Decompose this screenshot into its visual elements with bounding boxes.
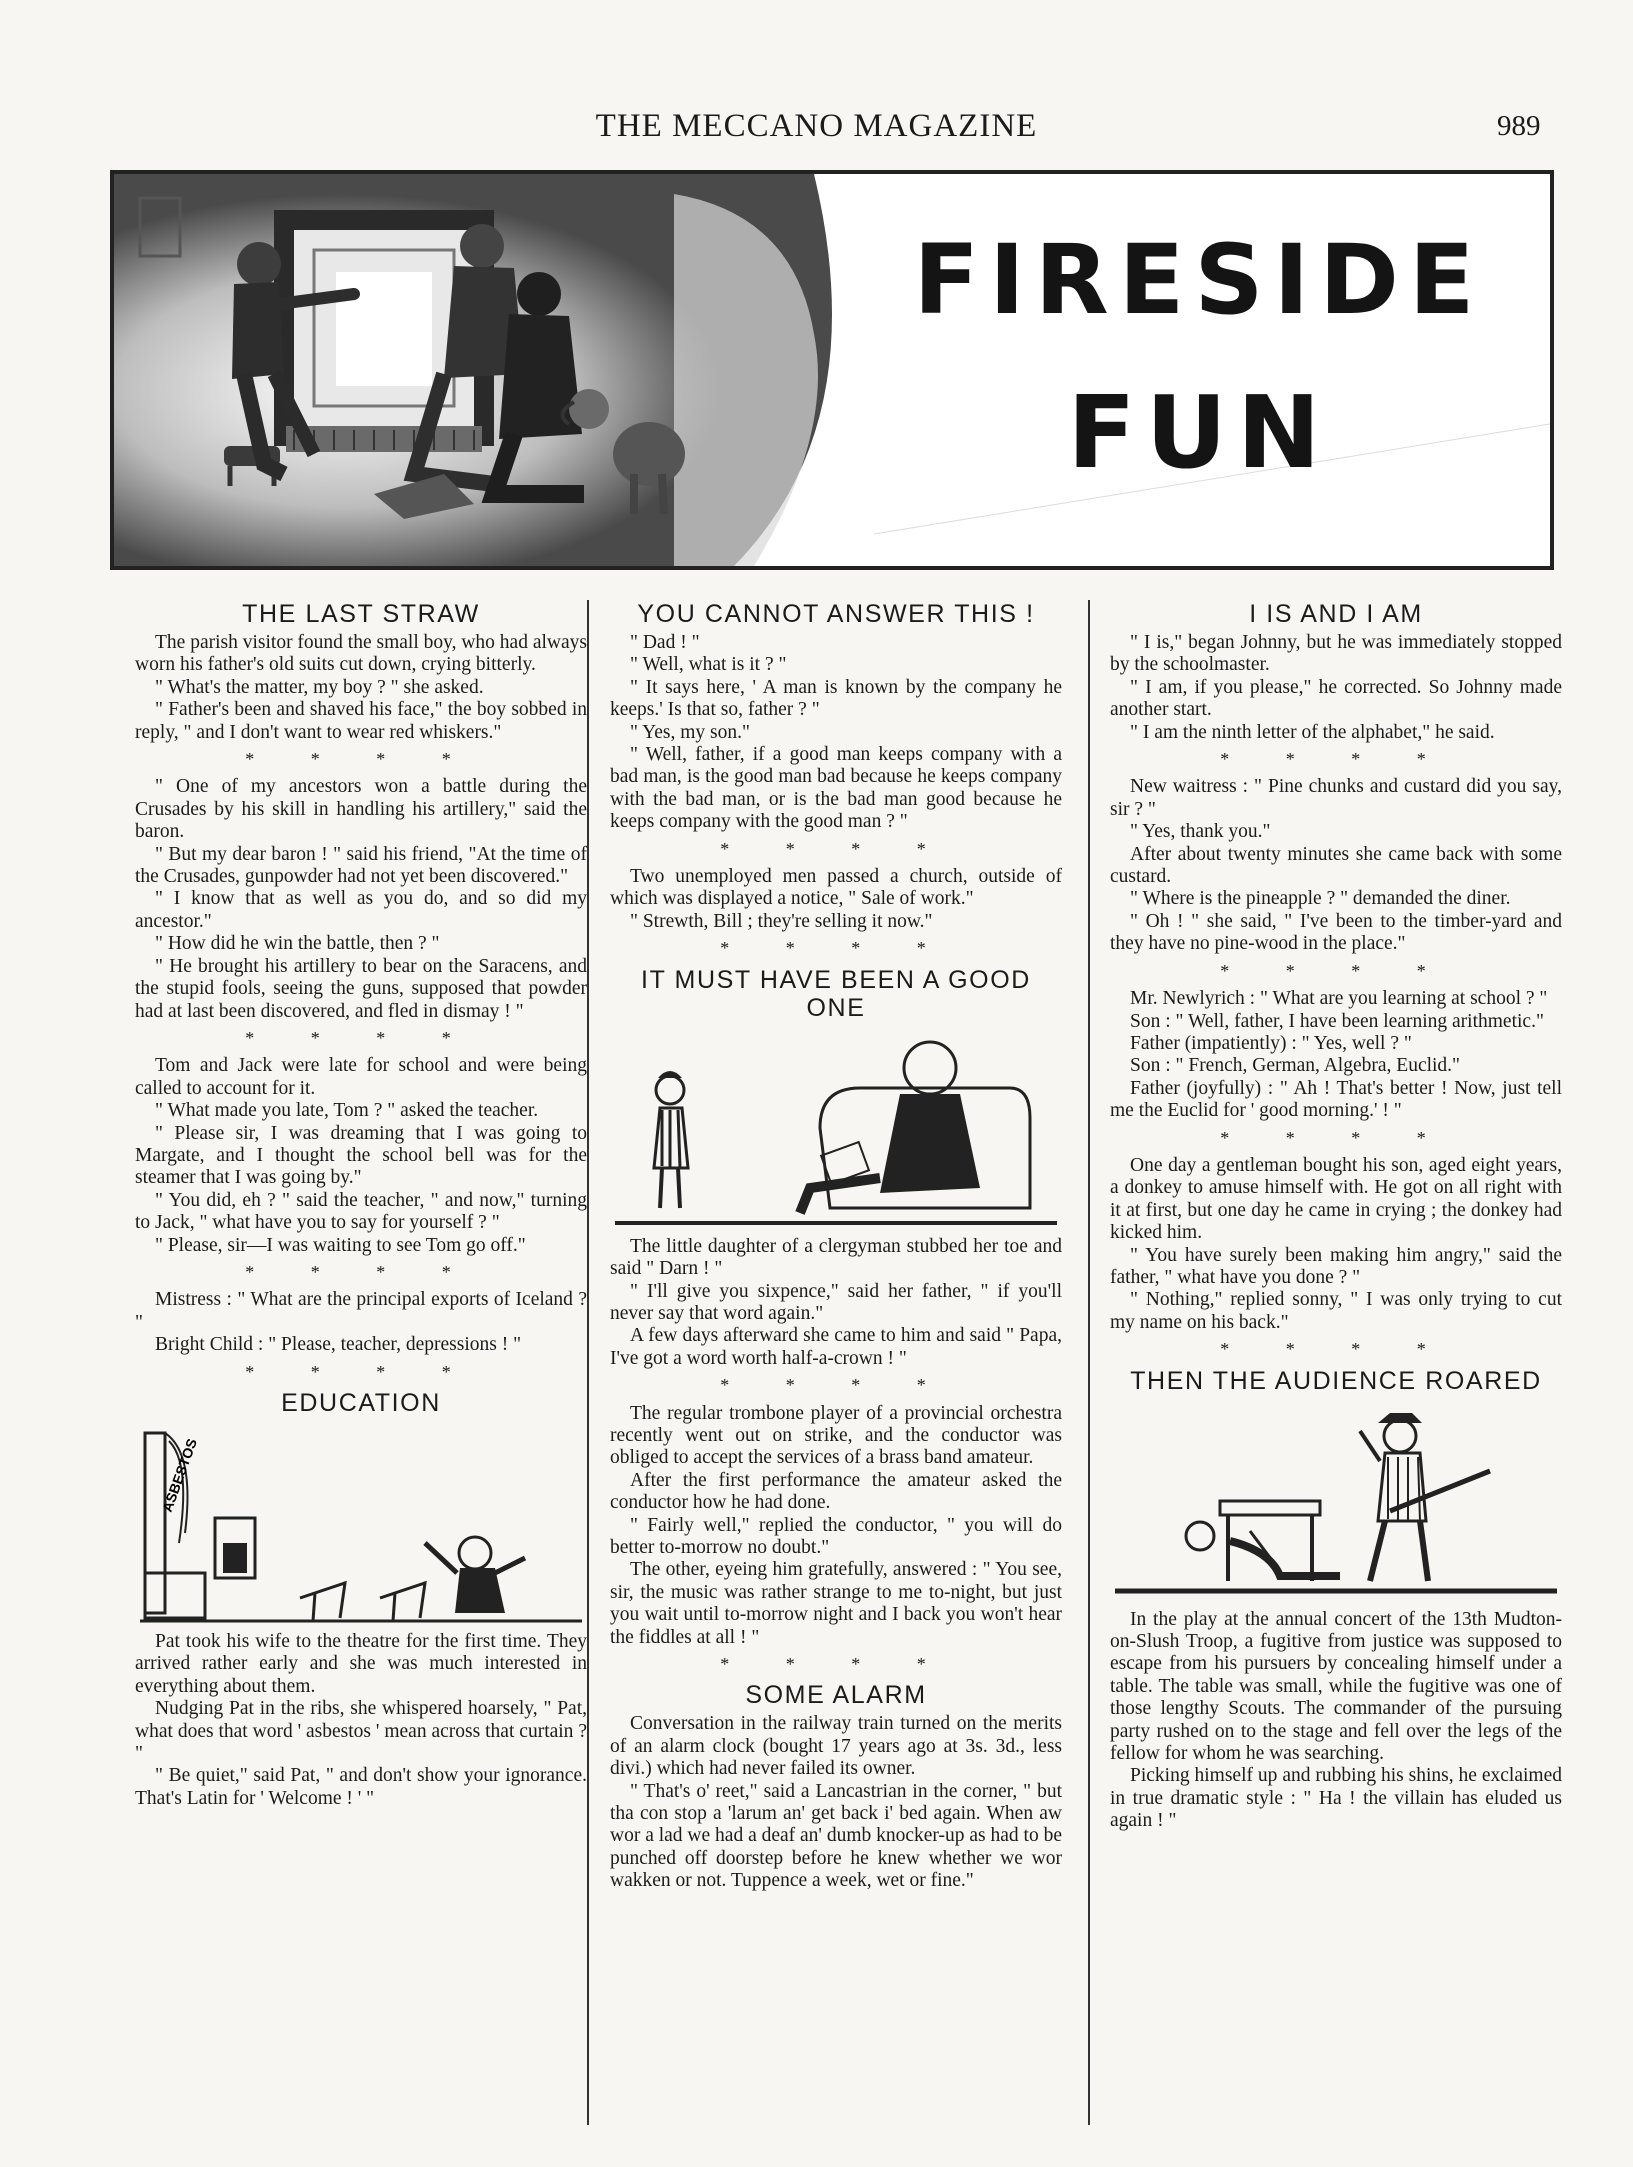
paragraph: " How did he win the battle, then ? "	[155, 933, 440, 955]
column-1	[135, 598, 587, 1810]
paragraph: New waitress : " Pine chunks and custard did you say, sir ? "	[1110, 776, 1562, 820]
paragraph: Pat took his wife to the theatre for the first time. They arrived rather early and she was much interested in everything about them.	[135, 1631, 587, 1697]
paragraph: " You did, eh ? " said the teacher, " and now," turning to Jack, " what have you to say for yourself ? "	[135, 1189, 587, 1234]
asbestos-sign: ASBESTOS	[158, 1436, 201, 1515]
banner-title-fun: FUN	[1067, 374, 1331, 491]
paragraph: " Well, father, if a good man keeps company with a bad man, is the good man bad because he keeps company with the bad man, or is the bad man good because he keeps company with the good man ? "	[610, 744, 1062, 833]
paragraph: Son : " Well, father, I have been learning arithmetic."	[1130, 1010, 1544, 1032]
paragraph: " Be quiet," said Pat, " and don't show your ignorance. That's Latin for ' Welcome ! ' "	[135, 1765, 587, 1809]
paragraph: Father (joyfully) : " Ah ! That's better ! Now, just tell me the Euclid for ' good morning.' ! "	[1110, 1077, 1562, 1122]
section-separator: * * * *	[245, 1027, 477, 1048]
paragraph: Two unemployed men passed a church, outside of which was displayed a notice, " Sale of work."	[610, 866, 1062, 910]
paragraph: " Well, what is it ? "	[630, 654, 787, 676]
section-separator: * * * *	[245, 1261, 477, 1282]
section-separator: * * * *	[245, 749, 477, 770]
paragraph: The little daughter of a clergyman stubbed her toe and said " Darn ! "	[610, 1235, 1062, 1280]
paragraph: " What's the matter, my boy ? " she asked.	[155, 676, 484, 698]
running-title: THE MECCANO MAGAZINE	[595, 108, 1038, 144]
paragraph: " He brought his artillery to bear on the Saracens, and the stupid fools, seeing the guns, supposed that powder had at last been discovered, and fled in dismay ! "	[135, 955, 587, 1022]
paragraph: After the first performance the amateur asked the conductor how he had done.	[610, 1469, 1062, 1514]
paragraph: " I am the ninth letter of the alphabet," he said.	[1130, 721, 1495, 743]
column-2	[610, 598, 1062, 1893]
paragraph: " I is," began Johnny, but he was immediately stopped by the schoolmaster.	[1110, 632, 1562, 676]
paragraph: " What made you late, Tom ? " asked the teacher.	[155, 1100, 539, 1122]
article-heading: EDUCATION	[281, 1389, 441, 1417]
paragraph: Bright Child : " Please, teacher, depressions ! "	[155, 1334, 522, 1356]
paragraph: " Yes, thank you."	[1130, 821, 1271, 843]
paragraph: " You have surely been making him angry," said the father, " what have you done ? "	[1110, 1244, 1562, 1288]
fireside-fun-banner	[110, 170, 1554, 570]
paragraph: " Please sir, I was dreaming that I was going to Margate, and I thought the school bell was for the steamer that I was going by."	[135, 1122, 587, 1189]
section-separator: * * * *	[720, 1654, 952, 1674]
paragraph: " It says here, ' A man is known by the company he keeps.' Is that so, father ? "	[610, 676, 1062, 721]
scout-play-cartoon	[1110, 1401, 1562, 1601]
paragraph: " That's o' reet," said a Lancastrian in the corner, " but tha con stop a 'larum an' get back i' bed again. When aw wor a lad we had a deaf an' dumb knocker-up as had to be punched off doorstep before he knew whether we wor wakken or not. Tuppence a week, wet or fine."	[610, 1780, 1062, 1892]
paragraph: Conversation in the railway train turned on the merits of an alarm clock (bought 17 years ago at 3s. 3d., less divi.) which had never failed its owner.	[610, 1713, 1062, 1780]
section-separator: * * * *	[245, 1361, 477, 1382]
paragraph: " Dad ! "	[630, 632, 700, 653]
paragraph: Nudging Pat in the ribs, she whispered hoarsely, " Pat, what does that word ' asbestos ' mean across that curtain ? "	[135, 1698, 587, 1765]
column-3	[1110, 598, 1562, 1833]
paragraph: " Please, sir—I was waiting to see Tom go off."	[155, 1234, 526, 1256]
section-separator: * * * *	[720, 838, 952, 859]
paragraph: Picking himself up and rubbing his shins, he exclaimed in true dramatic style : " Ha ! the villain has eluded us again ! "	[1110, 1765, 1562, 1832]
paragraph: In the play at the annual concert of the 13th Mudton-on-Slush Troop, a fugitive from justice was supposed to escape from his pursuers by concealing himself under a table. The table was small, while the fugitive was one of those lengthy Scouts. The commander of the pursuing party rushed on to the stage and fell over the legs of the fellow for whom he was searching.	[1110, 1608, 1562, 1765]
paragraph: The other, eyeing him gratefully, answered : " You see, sir, the music was rather strange to me to-night, but just you wait until to-morrow night and I back you won't hear the fiddles at all ! "	[610, 1559, 1062, 1648]
paragraph: " Yes, my son."	[630, 721, 750, 743]
banner-title-fireside: FIRESIDE	[913, 224, 1485, 336]
paragraph: The parish visitor found the small boy, who had always worn his father's old suits cut down, crying bitterly.	[135, 632, 587, 676]
section-separator: * * * *	[1220, 960, 1452, 981]
paragraph: The regular trombone player of a provincial orchestra recently went out on strike, and the conductor was obliged to accept the services of a brass band amateur.	[610, 1402, 1062, 1469]
paragraph: " I am, if you please," he corrected. So Johnny made another start.	[1110, 676, 1562, 721]
article-heading: SOME ALARM	[745, 1681, 927, 1710]
article-heading: I IS AND I AM	[1249, 600, 1423, 628]
paragraph: A few days afterward she came to him and said " Papa, I've got a word worth half-a-crown ! "	[610, 1325, 1062, 1369]
paragraph: " Father's been and shaved his face," the boy sobbed in reply, " and I don't want to wear red whiskers."	[135, 699, 587, 743]
article-heading: THEN THE AUDIENCE ROARED	[1130, 1366, 1542, 1395]
clergyman-cartoon	[610, 1028, 1062, 1228]
article-heading: IT MUST HAVE BEEN A GOOD ONE	[641, 965, 1031, 1022]
section-separator: * * * *	[720, 938, 952, 959]
section-separator: * * * *	[1220, 1127, 1452, 1148]
article-heading: YOU CANNOT ANSWER THIS !	[637, 600, 1035, 628]
paragraph: Tom and Jack were late for school and were being called to account for it.	[135, 1055, 587, 1099]
paragraph: Son : " French, German, Algebra, Euclid."	[1130, 1055, 1461, 1077]
paragraph: Father (impatiently) : " Yes, well ? "	[1130, 1032, 1412, 1054]
paragraph: Mistress : " What are the principal exports of Iceland ? "	[135, 1289, 587, 1333]
paragraph: " I'll give you sixpence," said her father, " if you'll never say that word again."	[610, 1280, 1062, 1324]
paragraph: After about twenty minutes she came back with some custard.	[1110, 843, 1562, 888]
column-divider	[587, 600, 589, 2125]
section-separator: * * * *	[1220, 749, 1452, 770]
paragraph: One day a gentleman bought his son, aged eight years, a donkey to amuse himself with. He got on all right with it at first, but one day he came in crying ; the donkey had kicked him.	[1110, 1154, 1562, 1244]
page-number: 989	[1497, 110, 1541, 142]
paragraph: " One of my ancestors won a battle during the Crusades by his skill in handling his artillery," said the baron.	[135, 776, 587, 843]
paragraph: " But my dear baron ! " said his friend, "At the time of the Crusades, gunpowder had not yet been discovered."	[135, 843, 587, 888]
paragraph: " Fairly well," replied the conductor, " you will do better to-morrow no doubt."	[610, 1514, 1062, 1558]
education-cartoon	[135, 1423, 587, 1623]
paragraph: Mr. Newlyrich : " What are you learning at school ? "	[1130, 988, 1548, 1010]
paragraph: " Strewth, Bill ; they're selling it now."	[630, 910, 933, 932]
paragraph: " I know that as well as you do, and so did my ancestor."	[135, 888, 587, 932]
paragraph: " Oh ! " she said, " I've been to the timber-yard and they have no pine-wood in the place."	[1110, 910, 1562, 955]
section-separator: * * * *	[720, 1375, 952, 1396]
article-heading: THE LAST STRAW	[242, 600, 480, 628]
column-divider	[1088, 600, 1090, 2125]
section-separator: * * * *	[1220, 1339, 1452, 1360]
paragraph: " Where is the pineapple ? " demanded the diner.	[1130, 888, 1511, 910]
paragraph: " Nothing," replied sonny, " I was only trying to cut my name on his back."	[1110, 1289, 1562, 1333]
